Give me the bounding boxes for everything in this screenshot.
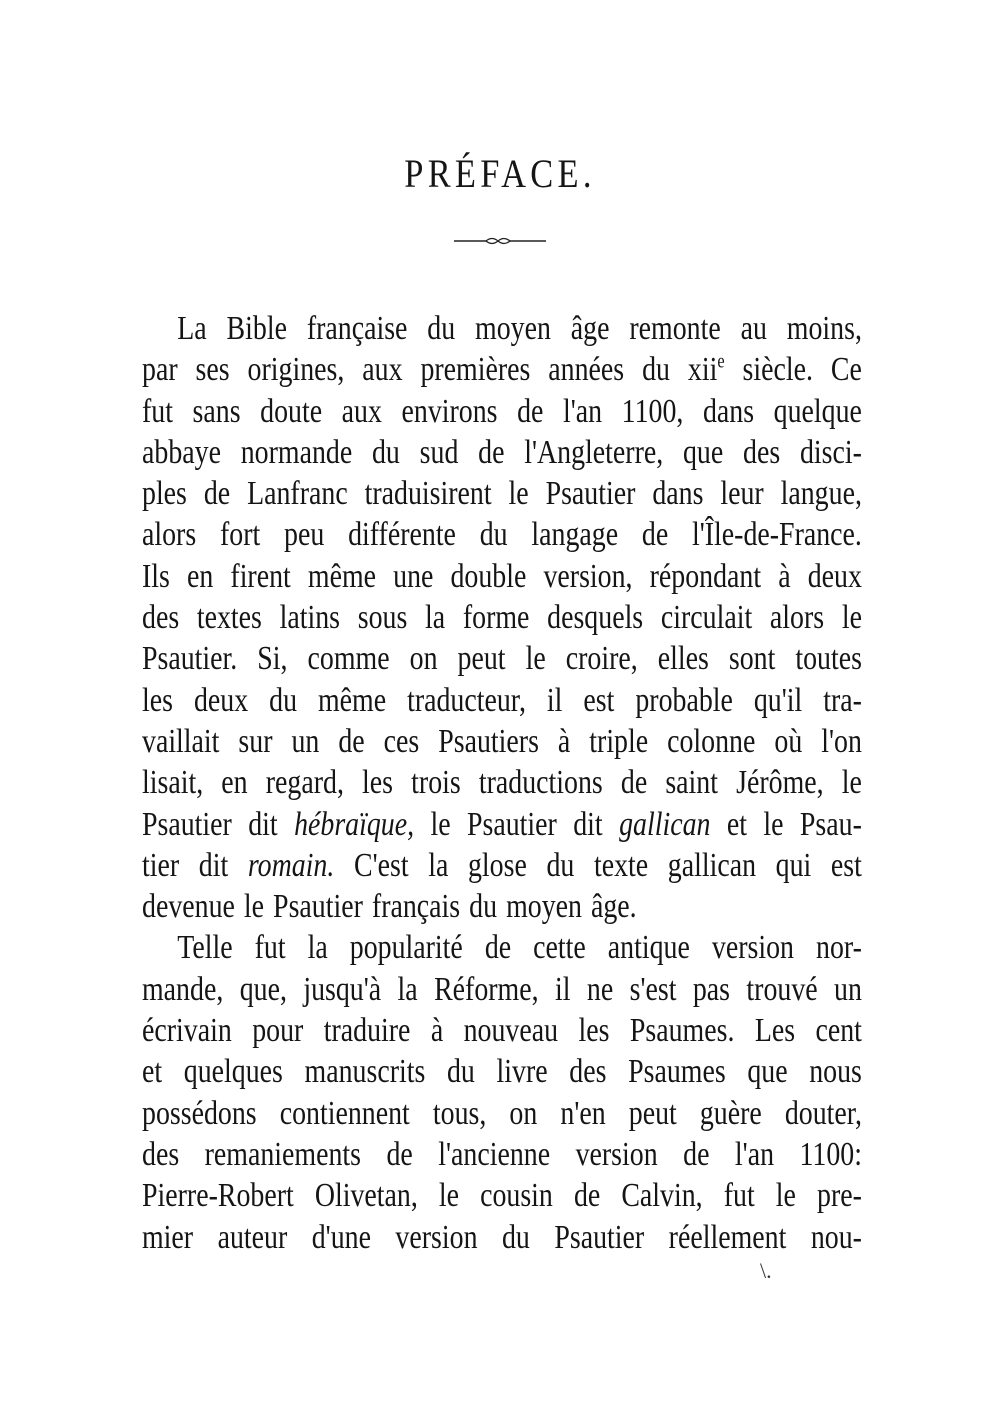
word: aux (362, 351, 403, 389)
word: est (830, 846, 862, 884)
text-line (142, 927, 862, 968)
word: pre- (817, 1177, 862, 1215)
word: l'Île-de-France. (692, 516, 862, 554)
word: qu'il (753, 681, 803, 719)
word: Jérôme, (736, 764, 824, 802)
word: les (362, 764, 394, 802)
word: antique (607, 929, 690, 967)
word: cette (533, 929, 586, 967)
text-line (142, 721, 862, 762)
word: et (142, 1053, 163, 1091)
word: traductions (478, 764, 603, 802)
word: sous (357, 599, 408, 637)
word: Psautier (545, 475, 636, 513)
word: vaillait (142, 722, 220, 760)
word: Telle (177, 929, 233, 967)
word: des (569, 1053, 607, 1091)
word: version (711, 929, 794, 967)
word: possédons (142, 1094, 257, 1132)
word: pour (252, 1012, 304, 1050)
word: du (501, 1218, 530, 1256)
word: au (740, 310, 767, 347)
word: textes (196, 599, 262, 637)
word: où (774, 722, 803, 760)
word: Les (754, 1012, 796, 1050)
word: écrivain (142, 1012, 232, 1050)
word: moins, (786, 310, 862, 347)
word: comme (307, 640, 390, 678)
word: du (469, 888, 498, 926)
word: lisait, (142, 764, 204, 802)
word: de (573, 1177, 601, 1215)
word: répondant (649, 557, 762, 595)
word: abbaye (142, 433, 221, 471)
word: Ce (830, 351, 862, 389)
word: l'Angleterre, (524, 433, 664, 471)
text-line (142, 804, 862, 845)
word: on (509, 1094, 538, 1132)
word: années (548, 351, 625, 389)
word: traducteur, (407, 681, 526, 719)
word: l'ancienne (438, 1135, 551, 1173)
word: du (427, 310, 456, 347)
word: du (269, 681, 298, 719)
word: du (371, 433, 400, 471)
word: un (834, 970, 862, 1008)
text-line (142, 1010, 862, 1051)
word: s'est (629, 970, 677, 1008)
word: ses (195, 351, 230, 389)
word: normande (240, 433, 353, 471)
word: toutes (795, 640, 862, 678)
word: mier (142, 1218, 194, 1256)
text-line (142, 349, 862, 390)
word: à (430, 1012, 444, 1050)
word: mande, (142, 970, 224, 1008)
word: romain. (247, 846, 335, 884)
word: probable (635, 681, 733, 719)
word: tra- (823, 681, 862, 719)
word: alors (142, 516, 197, 554)
word: dans (702, 392, 755, 430)
word: Réforme, (434, 970, 539, 1008)
word: environs (401, 392, 498, 430)
word: qui (775, 846, 812, 884)
word: version (395, 1218, 478, 1256)
word: Psaumes. (629, 1012, 735, 1050)
word: version (575, 1135, 658, 1173)
word: langue, (780, 475, 862, 513)
word: le (841, 599, 862, 637)
word: alors (769, 599, 825, 637)
superscript: e (717, 350, 725, 373)
word: des (142, 599, 180, 637)
word: devenue (142, 888, 235, 926)
word: Psautier (273, 888, 363, 926)
word: aux (341, 392, 382, 430)
word: deux (193, 681, 249, 719)
word: pas (692, 970, 731, 1008)
text-line (142, 597, 862, 638)
word: ne (586, 970, 614, 1008)
text-line (142, 556, 862, 597)
text-line (142, 680, 862, 721)
word: doute (260, 392, 323, 430)
word: que (682, 433, 724, 471)
word: l'on (821, 722, 862, 760)
word: 1100: (799, 1135, 862, 1173)
word: il (546, 681, 563, 719)
word: les (578, 1012, 610, 1050)
text-line (142, 1175, 862, 1216)
word: jusqu'à (303, 970, 382, 1008)
text-line (142, 1134, 862, 1175)
word: leur (720, 475, 764, 513)
word: Psau- (799, 805, 862, 843)
word: moyen (475, 310, 551, 347)
word: langage (531, 516, 619, 554)
word: du (642, 351, 670, 389)
word: on (409, 640, 438, 678)
text-line (142, 762, 862, 803)
word: des (743, 433, 781, 471)
word: dit (248, 805, 278, 843)
word: dans (652, 475, 704, 513)
word: Psautiers (438, 722, 539, 760)
word: C'est (353, 846, 409, 884)
word: tous, (432, 1094, 487, 1132)
word: le (775, 1177, 796, 1215)
word: peu (284, 516, 325, 554)
preface-body (142, 308, 862, 1258)
word: traduisirent (364, 475, 492, 513)
word: des (142, 1135, 180, 1173)
word: nou- (810, 1218, 862, 1256)
word: siècle. (742, 351, 813, 389)
word: trouvé (746, 970, 818, 1008)
word: nor- (816, 929, 862, 967)
word: nous (809, 1053, 862, 1091)
word: Bible (226, 310, 287, 347)
word: à (557, 722, 571, 760)
word: triple (589, 722, 649, 760)
word: du (546, 846, 575, 884)
page-title: PRÉFACE. (404, 151, 596, 196)
text-line (142, 514, 862, 555)
word: Psautier. (142, 640, 238, 678)
word: de (338, 722, 365, 760)
signature-mark: \. (760, 1258, 772, 1283)
word: de (478, 433, 505, 471)
word: âge. (590, 888, 637, 926)
word: cent (815, 1012, 862, 1050)
word: de (641, 516, 669, 554)
word: douter, (784, 1094, 862, 1132)
word: firent (230, 557, 291, 595)
word: Pierre-Robert (142, 1177, 294, 1215)
word: fut (723, 1177, 755, 1215)
word: française (306, 310, 408, 347)
word: origines, (247, 351, 345, 389)
word: traduire (323, 1012, 411, 1050)
word: Psautier (142, 805, 232, 843)
text-line (142, 886, 862, 927)
word: trois (411, 764, 461, 802)
word: à (778, 557, 791, 595)
word: elles (657, 640, 709, 678)
word: que, (239, 970, 287, 1008)
word: la (397, 970, 418, 1008)
word: sud (419, 433, 459, 471)
word: le (525, 640, 546, 678)
word: livre (496, 1053, 548, 1091)
text-line (142, 473, 862, 514)
word: fort (219, 516, 261, 554)
word: en (186, 557, 214, 595)
word: par (142, 351, 178, 389)
word: Psaumes (628, 1053, 726, 1091)
text-line (142, 1093, 862, 1134)
word: Psautier (467, 805, 557, 843)
word: la (425, 599, 446, 637)
text-line (142, 845, 862, 886)
word: de (386, 1135, 413, 1173)
word: colonne (667, 722, 756, 760)
word: réellement (668, 1218, 787, 1256)
word: de (620, 764, 648, 802)
word: ples (142, 475, 187, 513)
word: la (428, 846, 449, 884)
word: moyen (506, 888, 582, 926)
word: différente (348, 516, 456, 554)
word: l'an (563, 392, 603, 430)
word: regard, (265, 764, 344, 802)
word: il (554, 970, 571, 1008)
word: nouveau (463, 1012, 559, 1050)
word: le (243, 888, 265, 926)
word: guère (699, 1094, 762, 1132)
word: de (484, 929, 512, 967)
word: cousin (480, 1177, 553, 1215)
word: le (438, 1177, 459, 1215)
word: la (307, 929, 328, 967)
word: quelques (183, 1053, 283, 1091)
word: les (142, 681, 173, 719)
word: est (583, 681, 615, 719)
word: le (430, 805, 451, 843)
word: quelque (773, 392, 862, 430)
word: sans (192, 392, 241, 430)
word: peut (457, 640, 506, 678)
word: circulait (660, 599, 753, 637)
word: sont (728, 640, 776, 678)
word: tier (142, 846, 180, 884)
text-line (142, 969, 862, 1010)
word: en (221, 764, 248, 802)
word: Lanfranc (247, 475, 348, 513)
word: même (317, 681, 387, 719)
word: premières (420, 351, 531, 389)
word: popularité (349, 929, 463, 967)
word: xii (687, 351, 718, 389)
word: et (726, 805, 747, 843)
word: le (841, 764, 862, 802)
word: saint (665, 764, 718, 802)
word: gallican (619, 805, 711, 843)
word: version, (543, 557, 633, 595)
word: le (763, 805, 784, 843)
word-with-superscript (688, 349, 725, 390)
word: deux (807, 557, 862, 595)
word: latins (279, 599, 341, 637)
word: double (450, 557, 527, 595)
text-line (142, 432, 862, 473)
word: 1100, (621, 392, 684, 430)
word: un (291, 722, 320, 760)
word: du (479, 516, 508, 554)
word: croire, (565, 640, 638, 678)
word: français (371, 888, 461, 926)
word: gallican (667, 846, 757, 884)
word: dit (573, 805, 603, 843)
word: peut (628, 1094, 677, 1132)
text-line (142, 1217, 862, 1258)
word: disci- (799, 433, 862, 471)
word: manuscrits (304, 1053, 426, 1091)
word: desquels (547, 599, 644, 637)
ornament-divider-icon (454, 235, 546, 247)
word: texte (593, 846, 649, 884)
word: contiennent (279, 1094, 410, 1132)
word: forme (462, 599, 530, 637)
word: même (307, 557, 377, 595)
word: de (683, 1135, 710, 1173)
word: que (747, 1053, 788, 1091)
word: glose (467, 846, 527, 884)
word: le (508, 475, 529, 513)
word: fut (254, 929, 286, 967)
word: hébraïque, (294, 805, 415, 843)
word: La (177, 310, 207, 347)
word: Olivetan, (314, 1177, 418, 1215)
word: sur (238, 722, 273, 760)
word: du (446, 1053, 475, 1091)
word: Ils (142, 557, 170, 595)
word: remonte (629, 310, 721, 347)
word: ces (383, 722, 420, 760)
word: une (393, 557, 434, 595)
text-line (142, 638, 862, 679)
word: âge (570, 310, 610, 347)
word: n'en (560, 1094, 606, 1132)
word: dit (198, 846, 229, 884)
word: de (517, 392, 544, 430)
text-line (142, 1051, 862, 1092)
text-line (142, 308, 862, 349)
word: auteur (217, 1218, 288, 1256)
word: l'an (734, 1135, 775, 1173)
text-line (142, 391, 862, 432)
word: d'une (311, 1218, 371, 1256)
word: remaniements (204, 1135, 362, 1173)
word: fut (142, 392, 173, 430)
word: de (203, 475, 231, 513)
word: Calvin, (621, 1177, 703, 1215)
word: Si, (257, 640, 288, 678)
word: Psautier (554, 1218, 645, 1256)
